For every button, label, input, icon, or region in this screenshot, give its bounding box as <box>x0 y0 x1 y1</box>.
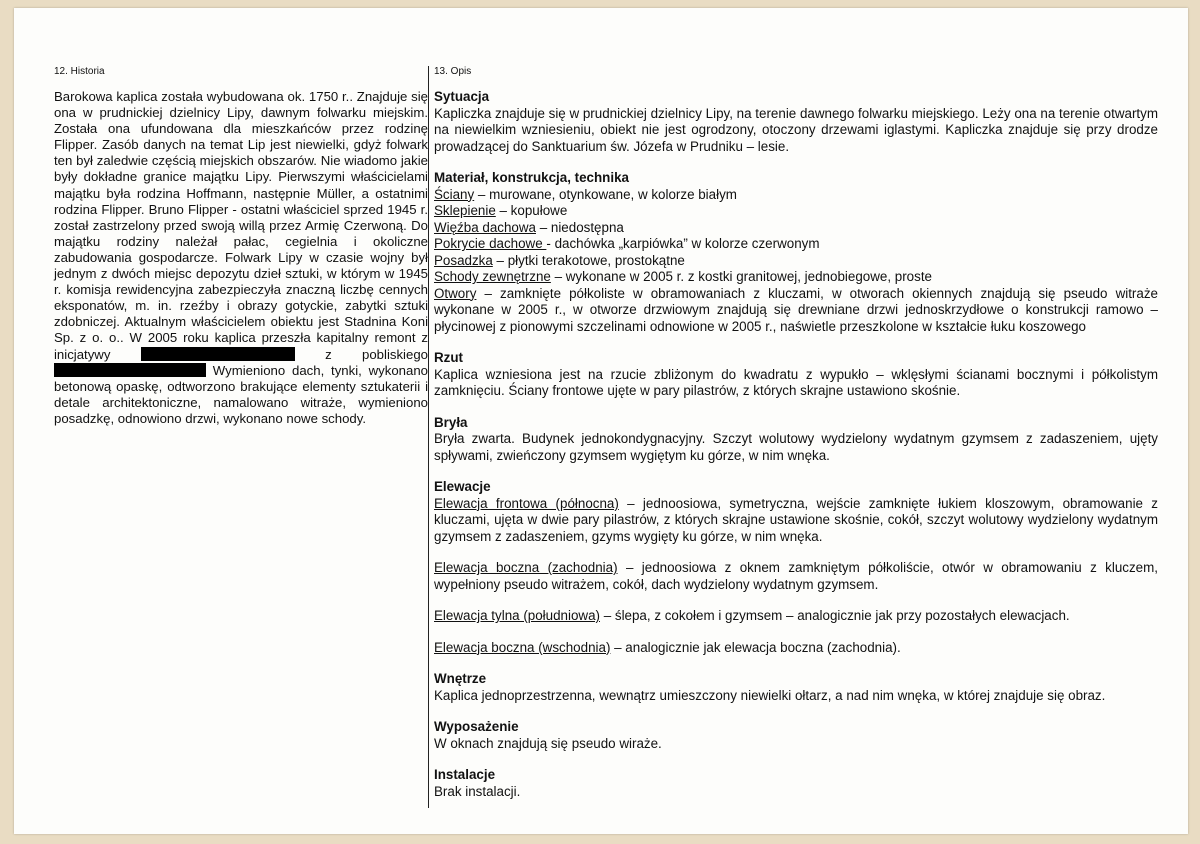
redaction-block <box>141 347 295 361</box>
document-page <box>14 8 1188 834</box>
section-rzut <box>434 350 1158 400</box>
section-text: Kaplica jednoprzestrzenna, wewnątrz umieszczony niewielki ołtarz, a nad nim wnęka, w której znajduje się obraz. <box>434 687 1106 703</box>
section-text: W oknach znajdują się pseudo wiraże. <box>434 735 662 751</box>
section-instalacje <box>434 767 1158 800</box>
material-row: Więźba dachowa – niedostępna <box>434 219 624 235</box>
history-text <box>54 89 428 427</box>
section-elewacje <box>434 479 1158 656</box>
section-material <box>434 170 1158 335</box>
section-bryla <box>434 415 1158 465</box>
description-header: 13. Opis <box>434 66 472 77</box>
section-title: Materiał, konstrukcja, technika <box>434 170 629 185</box>
history-text-c: Wymieniono dach, tynki, wykonano betonową opaskę, odtworzono brakujące elementy sztukaterii i detale architektoniczne, namalowano witraże, wymieniono posadzkę, odnowiono drzwi, wykonano nowe schody. <box>54 362 428 426</box>
history-text-b: z pobliskiego <box>325 346 428 362</box>
section-text: Bryła zwarta. Budynek jednokondygnacyjny. Szczyt wolutowy wydzielony wydatnym gzymsem z zadaszeniem, ujęty spływami, zwieńczony gzymsem wygiętym ku górze, w nim wnęka. <box>434 431 1158 463</box>
section-title: Wnętrze <box>434 671 487 686</box>
elevation-item: Elewacja frontowa (północna) – jednoosiowa, symetryczna, wejście zamknięte łukiem kloszowym, obramowanie z kluczami, ujęta w dwie pary pilastrów, z których skrajne ustawione skośnie, cokół, szczyt wolutowy wydzielony wydatnym gzymsem z zadaszeniem, gzyms wygięty ku górze, w nim wnęka. <box>434 495 1158 544</box>
history-text-a: Barokowa kaplica została wybudowana ok. 1750 r.. Znajduje się ona w prudnickiej dzielnicy Lipy, dawnym folwarku miejskim. Została ona ufundowana dla mieszkańców przez rodzinę Flipper. Zasób danych na temat Lip jest niewielki, gdyż folwark ten był zaledwie częścią miejskich obszarów. Nie wiadomo jakie były dokładne granice majątku Lipy. Pierwszymi właścicielami majątku była rodzina Hoffmann, następnie Müller, a ostatnimi rodzina Flipper. Bruno Flipper - ostatni właściciel sprzed 1945 r. został zastrzelony przed swoją willą przez Armię Czerwoną. Do majątku rodziny należał pałac, cegielnia i okoliczne zabudowania gospodarcze. Folwark Lipy w czasie wojny był jednym z dwóch miejsc depozytu dzieł sztuki, w którym w 1945 r. komisja rewidencyjna zabezpieczyła znaczną liczbę cennych eksponatów, m. in. rzeźby i obrazy gotyckie, zabytki sztuki zdobniczej. Aktualnym właścicielem obiektu jest Stadnina Koni Sp. z o. o.. W 2005 roku kaplica przeszła kapitalny remont z inicjatywy <box>54 89 428 362</box>
column-divider <box>428 66 429 808</box>
section-title: Bryła <box>434 414 468 430</box>
material-row: Schody zewnętrzne – wykonane w 2005 r. z kostki granitowej, jednobiegowe, proste <box>434 269 932 284</box>
section-sytuacja <box>434 89 1158 155</box>
redaction-block <box>54 363 206 377</box>
section-title: Instalacje <box>434 767 496 782</box>
section-text: Brak instalacji. <box>434 783 521 799</box>
section-title: Rzut <box>434 350 464 365</box>
material-row: Otwory – zamknięte półkoliste w obramowaniach z kluczami, w otworach okiennych znajdują się pseudo witraże wykonane w 2005 r., w otworze drzwiowym znajdują się drewniane drzwi jednoskrzydłowe o konstrukcji ramowo – płycinowej z pionowymi szczelinami odnowione w 2005 r., naświetle przeszkolone w kształcie łuku koszowego <box>434 285 1158 334</box>
section-wyposazenie <box>434 719 1158 752</box>
history-column <box>54 66 428 427</box>
material-row: Ściany – murowane, otynkowane, w kolorze białym <box>434 186 737 202</box>
section-title: Elewacje <box>434 479 491 494</box>
material-row: Posadzka – płytki terakotowe, prostokątne <box>434 252 685 268</box>
elevation-item: Elewacja boczna (wschodnia) – analogicznie jak elewacja boczna (zachodnia). <box>434 639 901 655</box>
history-header: 12. Historia <box>54 66 105 77</box>
section-title: Sytuacja <box>434 89 490 104</box>
elevation-item: Elewacja boczna (zachodnia) – jednoosiowa z oknem zamkniętym półkoliście, otwór w obramowaniu z kluczem, wypełniony pseudo witrażem, cokół, dach wydzielony wydatnym gzymsem. <box>434 560 1158 592</box>
section-text: Kapliczka znajduje się w prudnickiej dzielnicy Lipy, na terenie dawnego folwarku miejskiego. Leży ona na terenie otwartym na niewielkim wzniesieniu, obiekt nie jest ogrodzony, otoczony drzewami iglastymi. Kapliczka znajduje się przy drodze prowadzącej do Sanktuarium św. Józefa w Prudniku – lesie. <box>434 105 1158 154</box>
material-row: Sklepienie – kopułowe <box>434 203 568 218</box>
material-row: Pokrycie dachowe - dachówka „karpiówka” w kolorze czerwonym <box>434 236 820 251</box>
description-column <box>434 66 1158 815</box>
section-wnetrze <box>434 671 1158 704</box>
section-title: Wyposażenie <box>434 719 519 734</box>
elevation-item: Elewacja tylna (południowa) – ślepa, z cokołem i gzymsem – analogicznie jak przy pozostałych elewacjach. <box>434 608 1070 623</box>
section-text: Kaplica wzniesiona jest na rzucie zbliżonym do kwadratu z wypukło – wklęsłymi ścianami bocznymi i półkolistym zamknięciu. Ściany frontowe ujęte w pary pilastrów, z których skrajne ustawiono skośnie. <box>434 366 1158 398</box>
